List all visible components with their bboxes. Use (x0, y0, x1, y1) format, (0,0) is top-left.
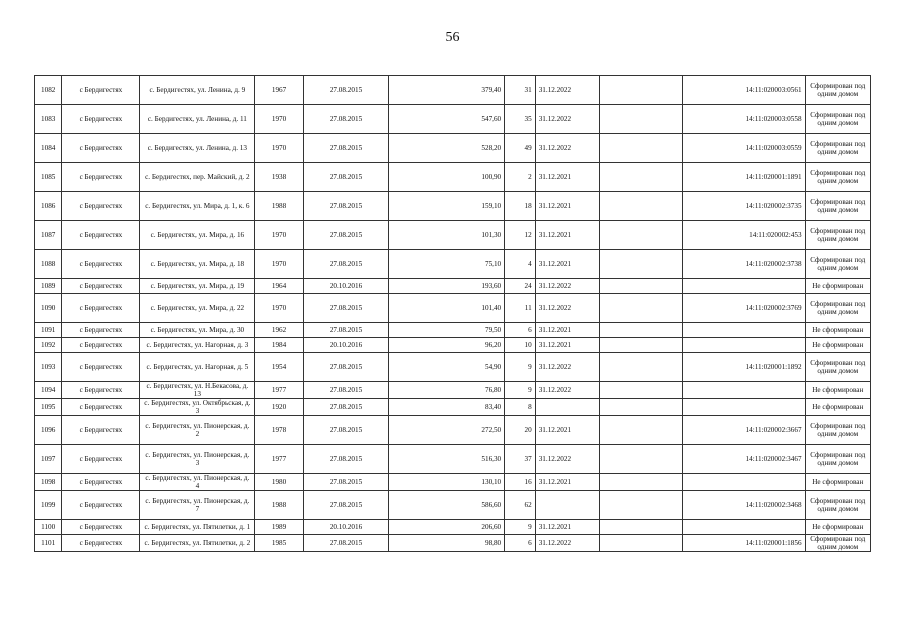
area-cell: 79,50 (389, 323, 505, 338)
deadline-cell: 31.12.2021 (535, 338, 599, 353)
table-body (35, 76, 871, 552)
deadline-cell: 31.12.2022 (535, 445, 599, 474)
table-row (35, 445, 871, 474)
year-built-cell: 1970 (255, 294, 303, 323)
row-number-cell: 1089 (35, 279, 62, 294)
blank-cell (600, 279, 683, 294)
residents-count-cell: 9 (505, 353, 536, 382)
address-cell: с. Бердигестях, ул. Пятилетки, д. 1 (140, 520, 255, 535)
row-number-cell: 1087 (35, 221, 62, 250)
area-cell: 528,20 (389, 134, 505, 163)
land-status-cell: Не сформирован (805, 474, 870, 491)
row-number-cell: 1086 (35, 192, 62, 221)
area-cell: 101,40 (389, 294, 505, 323)
table-row (35, 221, 871, 250)
blank-cell (600, 134, 683, 163)
locality-cell: с Бердигестях (62, 399, 140, 416)
deadline-cell (535, 491, 599, 520)
locality-cell: с Бердигестях (62, 520, 140, 535)
blank-cell (600, 76, 683, 105)
year-built-cell: 1985 (255, 535, 303, 552)
area-cell: 547,60 (389, 105, 505, 134)
cadastral-number-cell: 14:11:020001:1856 (683, 535, 805, 552)
address-cell: с. Бердигестях, ул. Пятилетки, д. 2 (140, 535, 255, 552)
year-built-cell: 1938 (255, 163, 303, 192)
year-built-cell: 1962 (255, 323, 303, 338)
blank-cell (600, 338, 683, 353)
residents-count-cell: 31 (505, 76, 536, 105)
area-cell: 586,60 (389, 491, 505, 520)
deadline-cell: 31.12.2022 (535, 76, 599, 105)
inspection-date-cell: 27.08.2015 (303, 535, 388, 552)
row-number-cell: 1092 (35, 338, 62, 353)
table-row (35, 163, 871, 192)
year-built-cell: 1977 (255, 445, 303, 474)
address-cell: с. Бердигестях, ул. Ленина, д. 13 (140, 134, 255, 163)
year-built-cell: 1988 (255, 491, 303, 520)
deadline-cell: 31.12.2022 (535, 353, 599, 382)
blank-cell (600, 520, 683, 535)
area-cell: 96,20 (389, 338, 505, 353)
cadastral-number-cell (683, 520, 805, 535)
residents-count-cell: 10 (505, 338, 536, 353)
blank-cell (600, 323, 683, 338)
land-status-cell: Не сформирован (805, 520, 870, 535)
row-number-cell: 1093 (35, 353, 62, 382)
inspection-date-cell: 27.08.2015 (303, 250, 388, 279)
table-row (35, 520, 871, 535)
area-cell: 516,30 (389, 445, 505, 474)
year-built-cell: 1988 (255, 192, 303, 221)
year-built-cell: 1977 (255, 382, 303, 399)
address-cell: с. Бердигестях, пер. Майский, д. 2 (140, 163, 255, 192)
year-built-cell: 1964 (255, 279, 303, 294)
land-status-cell: Сформирован под одним домом (805, 353, 870, 382)
land-status-cell: Сформирован под одним домом (805, 535, 870, 552)
locality-cell: с Бердигестях (62, 163, 140, 192)
residents-count-cell: 18 (505, 192, 536, 221)
locality-cell: с Бердигестях (62, 535, 140, 552)
year-built-cell: 1967 (255, 76, 303, 105)
table-row (35, 399, 871, 416)
inspection-date-cell: 27.08.2015 (303, 134, 388, 163)
year-built-cell: 1970 (255, 221, 303, 250)
table-row (35, 250, 871, 279)
cadastral-number-cell (683, 382, 805, 399)
address-cell: с. Бердигестях, ул. Мира, д. 18 (140, 250, 255, 279)
inspection-date-cell: 27.08.2015 (303, 323, 388, 338)
cadastral-number-cell: 14:11:020002:3735 (683, 192, 805, 221)
blank-cell (600, 491, 683, 520)
locality-cell: с Бердигестях (62, 221, 140, 250)
land-status-cell: Сформирован под одним домом (805, 491, 870, 520)
row-number-cell: 1085 (35, 163, 62, 192)
address-cell: с. Бердигестях, ул. Н.Бекасова, д. 13 (140, 382, 255, 399)
deadline-cell: 31.12.2022 (535, 105, 599, 134)
address-cell: с. Бердигестях, ул. Пионерская, д. 3 (140, 445, 255, 474)
blank-cell (600, 294, 683, 323)
locality-cell: с Бердигестях (62, 134, 140, 163)
area-cell: 98,80 (389, 535, 505, 552)
locality-cell: с Бердигестях (62, 192, 140, 221)
cadastral-number-cell: 14:11:020002:3667 (683, 416, 805, 445)
blank-cell (600, 192, 683, 221)
row-number-cell: 1083 (35, 105, 62, 134)
cadastral-number-cell (683, 474, 805, 491)
area-cell: 75,10 (389, 250, 505, 279)
residents-count-cell: 2 (505, 163, 536, 192)
year-built-cell: 1984 (255, 338, 303, 353)
cadastral-number-cell: 14:11:020003:0561 (683, 76, 805, 105)
row-number-cell: 1099 (35, 491, 62, 520)
land-status-cell: Сформирован под одним домом (805, 221, 870, 250)
row-number-cell: 1082 (35, 76, 62, 105)
locality-cell: с Бердигестях (62, 416, 140, 445)
row-number-cell: 1091 (35, 323, 62, 338)
residents-count-cell: 8 (505, 399, 536, 416)
row-number-cell: 1100 (35, 520, 62, 535)
residents-count-cell: 4 (505, 250, 536, 279)
land-status-cell: Сформирован под одним домом (805, 294, 870, 323)
cadastral-number-cell: 14:11:020001:1892 (683, 353, 805, 382)
locality-cell: с Бердигестях (62, 445, 140, 474)
address-cell: с. Бердигестях, ул. Пионерская, д. 7 (140, 491, 255, 520)
residents-count-cell: 62 (505, 491, 536, 520)
row-number-cell: 1097 (35, 445, 62, 474)
row-number-cell: 1090 (35, 294, 62, 323)
year-built-cell: 1980 (255, 474, 303, 491)
table-row (35, 474, 871, 491)
deadline-cell: 31.12.2021 (535, 520, 599, 535)
deadline-cell: 31.12.2021 (535, 474, 599, 491)
deadline-cell: 31.12.2021 (535, 221, 599, 250)
inspection-date-cell: 27.08.2015 (303, 105, 388, 134)
inspection-date-cell: 27.08.2015 (303, 353, 388, 382)
inspection-date-cell: 27.08.2015 (303, 445, 388, 474)
area-cell: 130,10 (389, 474, 505, 491)
table-row (35, 279, 871, 294)
land-status-cell: Сформирован под одним домом (805, 76, 870, 105)
inspection-date-cell: 27.08.2015 (303, 382, 388, 399)
page-number: 56 (445, 30, 460, 45)
table-row (35, 294, 871, 323)
cadastral-number-cell (683, 323, 805, 338)
locality-cell: с Бердигестях (62, 474, 140, 491)
blank-cell (600, 163, 683, 192)
table-row (35, 105, 871, 134)
residents-count-cell: 9 (505, 520, 536, 535)
residents-count-cell: 20 (505, 416, 536, 445)
land-status-cell: Сформирован под одним домом (805, 192, 870, 221)
deadline-cell: 31.12.2021 (535, 416, 599, 445)
deadline-cell: 31.12.2021 (535, 163, 599, 192)
year-built-cell: 1954 (255, 353, 303, 382)
deadline-cell (535, 399, 599, 416)
land-status-cell: Сформирован под одним домом (805, 250, 870, 279)
residents-count-cell: 35 (505, 105, 536, 134)
inspection-date-cell: 27.08.2015 (303, 491, 388, 520)
address-cell: с. Бердигестях, ул. Пионерская, д. 2 (140, 416, 255, 445)
blank-cell (600, 221, 683, 250)
cadastral-number-cell: 14:11:020002:453 (683, 221, 805, 250)
residents-count-cell: 16 (505, 474, 536, 491)
residents-count-cell: 6 (505, 323, 536, 338)
cadastral-number-cell: 14:11:020003:0559 (683, 134, 805, 163)
area-cell: 193,60 (389, 279, 505, 294)
blank-cell (600, 250, 683, 279)
cadastral-number-cell: 14:11:020002:3769 (683, 294, 805, 323)
locality-cell: с Бердигестях (62, 323, 140, 338)
deadline-cell: 31.12.2021 (535, 323, 599, 338)
year-built-cell: 1970 (255, 250, 303, 279)
address-cell: с. Бердигестях, ул. Нагорная, д. 3 (140, 338, 255, 353)
area-cell: 76,80 (389, 382, 505, 399)
locality-cell: с Бердигестях (62, 491, 140, 520)
table-row (35, 353, 871, 382)
table-row (35, 192, 871, 221)
inspection-date-cell: 20.10.2016 (303, 338, 388, 353)
table-row (35, 535, 871, 552)
row-number-cell: 1084 (35, 134, 62, 163)
cadastral-number-cell: 14:11:020002:3738 (683, 250, 805, 279)
row-number-cell: 1096 (35, 416, 62, 445)
cadastral-number-cell (683, 338, 805, 353)
deadline-cell: 31.12.2022 (535, 294, 599, 323)
cadastral-number-cell (683, 399, 805, 416)
locality-cell: с Бердигестях (62, 279, 140, 294)
table-row (35, 338, 871, 353)
residents-count-cell: 49 (505, 134, 536, 163)
deadline-cell: 31.12.2022 (535, 279, 599, 294)
table-row (35, 416, 871, 445)
row-number-cell: 1088 (35, 250, 62, 279)
cadastral-number-cell: 14:11:020001:1891 (683, 163, 805, 192)
address-cell: с. Бердигестях, ул. Ленина, д. 9 (140, 76, 255, 105)
deadline-cell: 31.12.2022 (535, 535, 599, 552)
inspection-date-cell: 27.08.2015 (303, 221, 388, 250)
residents-count-cell: 37 (505, 445, 536, 474)
address-cell: с. Бердигестях, ул. Мира, д. 19 (140, 279, 255, 294)
area-cell: 101,30 (389, 221, 505, 250)
locality-cell: с Бердигестях (62, 250, 140, 279)
residents-count-cell: 9 (505, 382, 536, 399)
inspection-date-cell: 27.08.2015 (303, 416, 388, 445)
year-built-cell: 1920 (255, 399, 303, 416)
inspection-date-cell: 20.10.2016 (303, 279, 388, 294)
address-cell: с. Бердигестях, ул. Мира, д. 16 (140, 221, 255, 250)
blank-cell (600, 382, 683, 399)
blank-cell (600, 353, 683, 382)
residents-count-cell: 11 (505, 294, 536, 323)
row-number-cell: 1094 (35, 382, 62, 399)
locality-cell: с Бердигестях (62, 353, 140, 382)
land-status-cell: Сформирован под одним домом (805, 163, 870, 192)
row-number-cell: 1098 (35, 474, 62, 491)
land-status-cell: Сформирован под одним домом (805, 105, 870, 134)
blank-cell (600, 474, 683, 491)
inspection-date-cell: 27.08.2015 (303, 192, 388, 221)
inspection-date-cell: 27.08.2015 (303, 76, 388, 105)
cadastral-number-cell: 14:11:020002:3468 (683, 491, 805, 520)
table-row (35, 134, 871, 163)
row-number-cell: 1101 (35, 535, 62, 552)
address-cell: с. Бердигестях, ул. Мира, д. 1, к. 6 (140, 192, 255, 221)
locality-cell: с Бердигестях (62, 382, 140, 399)
cadastral-number-cell: 14:11:020002:3467 (683, 445, 805, 474)
area-cell: 379,40 (389, 76, 505, 105)
year-built-cell: 1970 (255, 105, 303, 134)
area-cell: 100,90 (389, 163, 505, 192)
address-cell: с. Бердигестях, ул. Ленина, д. 11 (140, 105, 255, 134)
blank-cell (600, 105, 683, 134)
area-cell: 54,90 (389, 353, 505, 382)
table-row (35, 76, 871, 105)
residents-count-cell: 12 (505, 221, 536, 250)
address-cell: с. Бердигестях, ул. Пионерская, д. 4 (140, 474, 255, 491)
address-cell: с. Бердигестях, ул. Мира, д. 22 (140, 294, 255, 323)
residents-count-cell: 24 (505, 279, 536, 294)
inspection-date-cell: 27.08.2015 (303, 163, 388, 192)
blank-cell (600, 416, 683, 445)
row-number-cell: 1095 (35, 399, 62, 416)
cadastral-number-cell (683, 279, 805, 294)
land-status-cell: Не сформирован (805, 323, 870, 338)
housing-registry-table (34, 75, 871, 552)
address-cell: с. Бердигестях, ул. Нагорная, д. 5 (140, 353, 255, 382)
area-cell: 272,50 (389, 416, 505, 445)
table-row (35, 491, 871, 520)
blank-cell (600, 445, 683, 474)
residents-count-cell: 6 (505, 535, 536, 552)
land-status-cell: Не сформирован (805, 399, 870, 416)
inspection-date-cell: 27.08.2015 (303, 294, 388, 323)
address-cell: с. Бердигестях, ул. Октябрьская, д. 3 (140, 399, 255, 416)
deadline-cell: 31.12.2021 (535, 192, 599, 221)
blank-cell (600, 399, 683, 416)
deadline-cell: 31.12.2021 (535, 250, 599, 279)
land-status-cell: Не сформирован (805, 338, 870, 353)
year-built-cell: 1989 (255, 520, 303, 535)
address-cell: с. Бердигестях, ул. Мира, д. 30 (140, 323, 255, 338)
land-status-cell: Сформирован под одним домом (805, 134, 870, 163)
land-status-cell: Не сформирован (805, 279, 870, 294)
deadline-cell: 31.12.2022 (535, 382, 599, 399)
year-built-cell: 1978 (255, 416, 303, 445)
cadastral-number-cell: 14:11:020003:0558 (683, 105, 805, 134)
blank-cell (600, 535, 683, 552)
locality-cell: с Бердигестях (62, 76, 140, 105)
land-status-cell: Не сформирован (805, 382, 870, 399)
inspection-date-cell: 20.10.2016 (303, 520, 388, 535)
area-cell: 83,40 (389, 399, 505, 416)
land-status-cell: Сформирован под одним домом (805, 416, 870, 445)
locality-cell: с Бердигестях (62, 338, 140, 353)
inspection-date-cell: 27.08.2015 (303, 474, 388, 491)
inspection-date-cell: 27.08.2015 (303, 399, 388, 416)
locality-cell: с Бердигестях (62, 105, 140, 134)
table-row (35, 382, 871, 399)
deadline-cell: 31.12.2022 (535, 134, 599, 163)
land-status-cell: Сформирован под одним домом (805, 445, 870, 474)
table-row (35, 323, 871, 338)
year-built-cell: 1970 (255, 134, 303, 163)
area-cell: 206,60 (389, 520, 505, 535)
locality-cell: с Бердигестях (62, 294, 140, 323)
area-cell: 159,10 (389, 192, 505, 221)
